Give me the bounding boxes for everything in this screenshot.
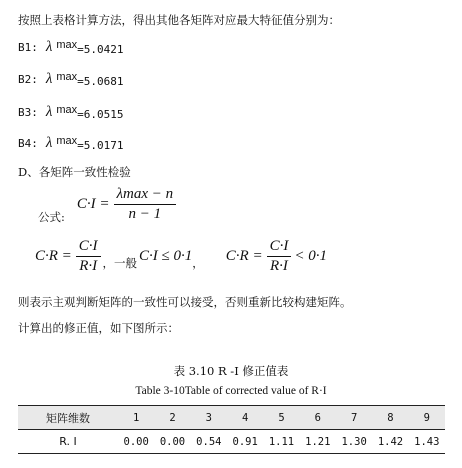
eigen-label: B2: xyxy=(18,73,38,86)
cr-fraction xyxy=(76,238,101,275)
value-cell: 1.43 xyxy=(409,430,445,454)
cr-numerator: C·I xyxy=(76,238,101,257)
eigen-value: =5.0681 xyxy=(77,75,124,88)
dim-cell: 7 xyxy=(336,406,372,430)
lambda-subscript: max xyxy=(56,134,78,147)
cr-fraction-2 xyxy=(267,238,292,275)
cr-numerator-2: C·I xyxy=(267,238,292,257)
table-row xyxy=(18,430,445,454)
ci-formula xyxy=(38,186,176,223)
eigen-label: B4: xyxy=(18,137,38,150)
value-cell: 1.21 xyxy=(300,430,336,454)
cr-denominator-2: R·I xyxy=(269,258,288,274)
value-cell: 0.00 xyxy=(154,430,190,454)
value-cell: 0.54 xyxy=(191,430,227,454)
lambda-subscript: max xyxy=(56,103,78,116)
cr-condition: < 0·1 xyxy=(294,248,327,264)
cr-denominator: R·I xyxy=(79,258,98,274)
conclusion-text: 则表示主观判断矩阵的一致性可以接受，否则重新比较构建矩阵。 xyxy=(18,295,352,309)
ci-numerator: λmax − n xyxy=(114,186,177,205)
eigen-label: B1: xyxy=(18,41,38,54)
eigen-value: =5.0171 xyxy=(77,139,124,152)
lambda-symbol: λ xyxy=(45,104,53,120)
lambda-symbol: λ xyxy=(45,71,53,87)
dim-cell: 2 xyxy=(154,406,190,430)
dim-cell: 3 xyxy=(191,406,227,430)
formula-label: 公式: xyxy=(38,209,65,224)
table-header-row xyxy=(18,406,445,430)
general-text: ，一般 xyxy=(102,255,138,270)
eigen-line-b3 xyxy=(18,104,124,121)
dim-cell: 4 xyxy=(227,406,263,430)
eigen-line-b4 xyxy=(18,135,124,152)
cr-lhs: C·R = xyxy=(35,248,72,264)
eigen-label: B3: xyxy=(18,106,38,119)
section-heading: D、各矩阵一致性检验 xyxy=(18,165,131,179)
dim-cell: 9 xyxy=(409,406,445,430)
row-label: R. I xyxy=(18,430,118,454)
value-cell: 0.00 xyxy=(118,430,154,454)
dim-cell: 5 xyxy=(263,406,299,430)
cr-lhs-2: C·R = xyxy=(225,248,263,264)
ci-fraction xyxy=(114,186,177,223)
table-caption-cn: 表 3.10 R -I 修正值表 xyxy=(173,364,289,378)
dim-cell: 1 xyxy=(118,406,154,430)
cr-formula-line xyxy=(35,238,327,275)
intro-text: 按照上表格计算方法，得出其他各矩阵对应最大特征值分别为： xyxy=(18,13,340,27)
ci-condition: C·I ≤ 0·1 xyxy=(139,248,193,264)
dim-cell: 6 xyxy=(300,406,336,430)
calc-text: 计算出的修正值，如下图所示： xyxy=(18,321,179,335)
eigen-value: =6.0515 xyxy=(77,108,124,121)
eigen-value: =5.0421 xyxy=(77,43,124,56)
comma: ， xyxy=(192,255,204,270)
lambda-symbol: λ xyxy=(45,39,53,55)
dim-cell: 8 xyxy=(372,406,408,430)
lambda-subscript: max xyxy=(56,38,78,51)
value-cell: 0.91 xyxy=(227,430,263,454)
ci-denominator: n − 1 xyxy=(128,206,162,222)
eigen-line-b2 xyxy=(18,71,124,88)
header-label: 矩阵维数 xyxy=(18,406,118,430)
value-cell: 1.11 xyxy=(263,430,299,454)
lambda-subscript: max xyxy=(56,70,78,83)
lambda-symbol: λ xyxy=(45,135,53,151)
eigen-line-b1 xyxy=(18,39,124,56)
table-caption-en: Table 3-10Table of corrected value of R·I xyxy=(135,385,327,397)
value-cell: 1.42 xyxy=(372,430,408,454)
ri-table xyxy=(18,405,445,454)
ci-lhs: C·I = xyxy=(76,196,110,212)
value-cell: 1.30 xyxy=(336,430,372,454)
